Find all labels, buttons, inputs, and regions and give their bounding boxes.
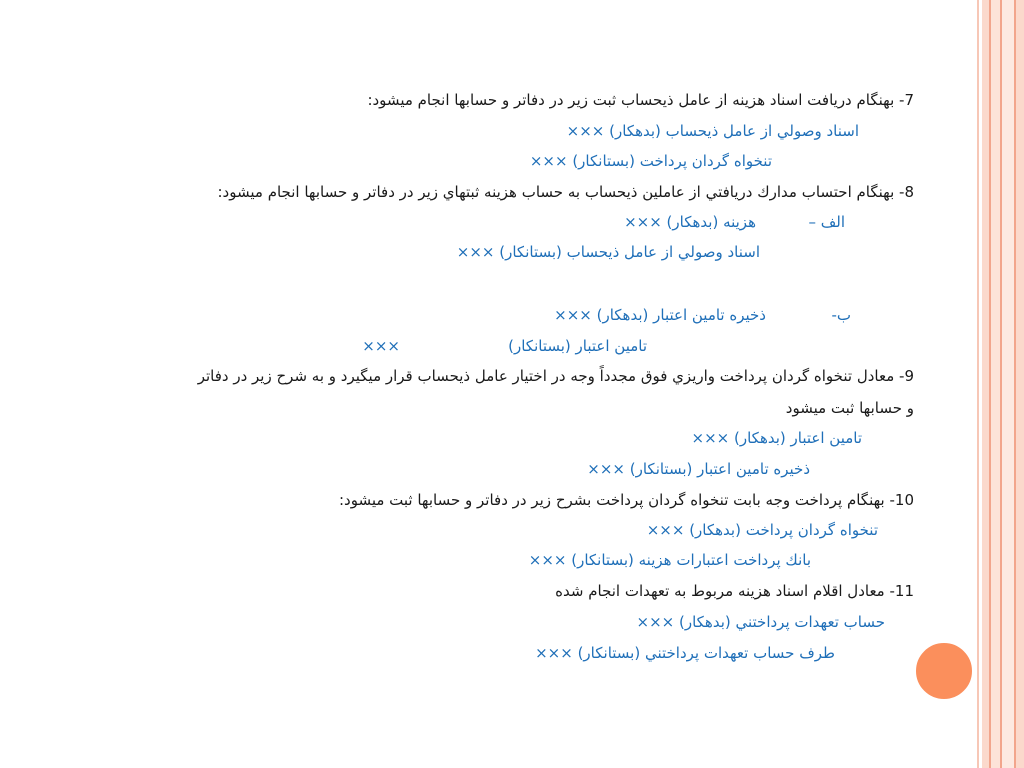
item-8-option-a-credit-entry: اسناد وصولي از عامل ذيحساب (بستانكار) ×××: [456, 243, 760, 261]
item-9-debit-entry: تامين اعتبار (بدهكار) ×××: [691, 429, 862, 447]
item-9-heading: 9- معادل تنخواه گردان پرداخت واريزي فوق مجدداً وجه در اختيار عامل ذيحساب قرار ميگيرد و به شرح زير در دفاتر: [197, 367, 914, 385]
item-7-debit-entry: اسناد وصولي از عامل ذيحساب (بدهكار) ×××: [566, 122, 859, 140]
item-9-credit-entry: ذخيره تامين اعتبار (بستانكار) ×××: [587, 460, 810, 478]
decor-stripe: [977, 0, 979, 768]
item-8-option-b-credit-amount: ×××: [362, 337, 400, 355]
item-11-debit-entry: حساب تعهدات پرداختني (بدهكار) ×××: [636, 613, 885, 631]
decor-stripe: [991, 0, 1000, 768]
item-10-credit-entry: بانك پرداخت اعتبارات هزينه (بستانكار) ×××: [528, 551, 811, 569]
item-8-heading: 8- بهنگام احتساب مدارك دريافتي از عاملين ذيحساب به حساب هزينه ثبتهاي زير در دفاتر و حسابها انجام ميشود:: [217, 183, 914, 201]
item-8-option-a-label: الف –: [808, 213, 845, 231]
item-8-option-a-debit-entry: هزينه (بدهكار) ×××: [624, 213, 756, 231]
item-8-option-b-credit-entry: تامين اعتبار (بستانكار): [508, 337, 647, 355]
decor-stripe: [1016, 0, 1024, 768]
decor-circle: [913, 640, 975, 702]
item-11-heading: 11- معادل اقلام اسناد هزينه مربوط به تعهدات انجام شده: [555, 582, 914, 600]
item-7-heading: 7- بهنگام دریافت اسناد هزینه از عامل ذیحساب ثبت زیر در دفاتر و حسابها انجام میشود:: [367, 91, 914, 109]
item-10-debit-entry: تنخواه گردان پرداخت (بدهكار) ×××: [646, 521, 878, 539]
item-10-heading: 10- بهنگام پرداخت وجه بابت تنخواه گردان پرداخت بشرح زير در دفاتر و حسابها ثبت ميشود:: [338, 491, 914, 509]
item-9-heading-continued: و حسابها ثبت ميشود: [785, 399, 914, 417]
item-7-credit-entry: تنخواه گردان پرداخت (بستانكار) ×××: [529, 152, 772, 170]
item-11-credit-entry: طرف حساب تعهدات پرداختني (بستانكار) ×××: [535, 644, 835, 662]
item-8-option-b-label: ب-: [831, 306, 851, 324]
decor-stripe: [1002, 0, 1014, 768]
item-8-option-b-debit-entry: ذخيره تامين اعتبار (بدهكار) ×××: [554, 306, 766, 324]
decor-stripe: [982, 0, 989, 768]
